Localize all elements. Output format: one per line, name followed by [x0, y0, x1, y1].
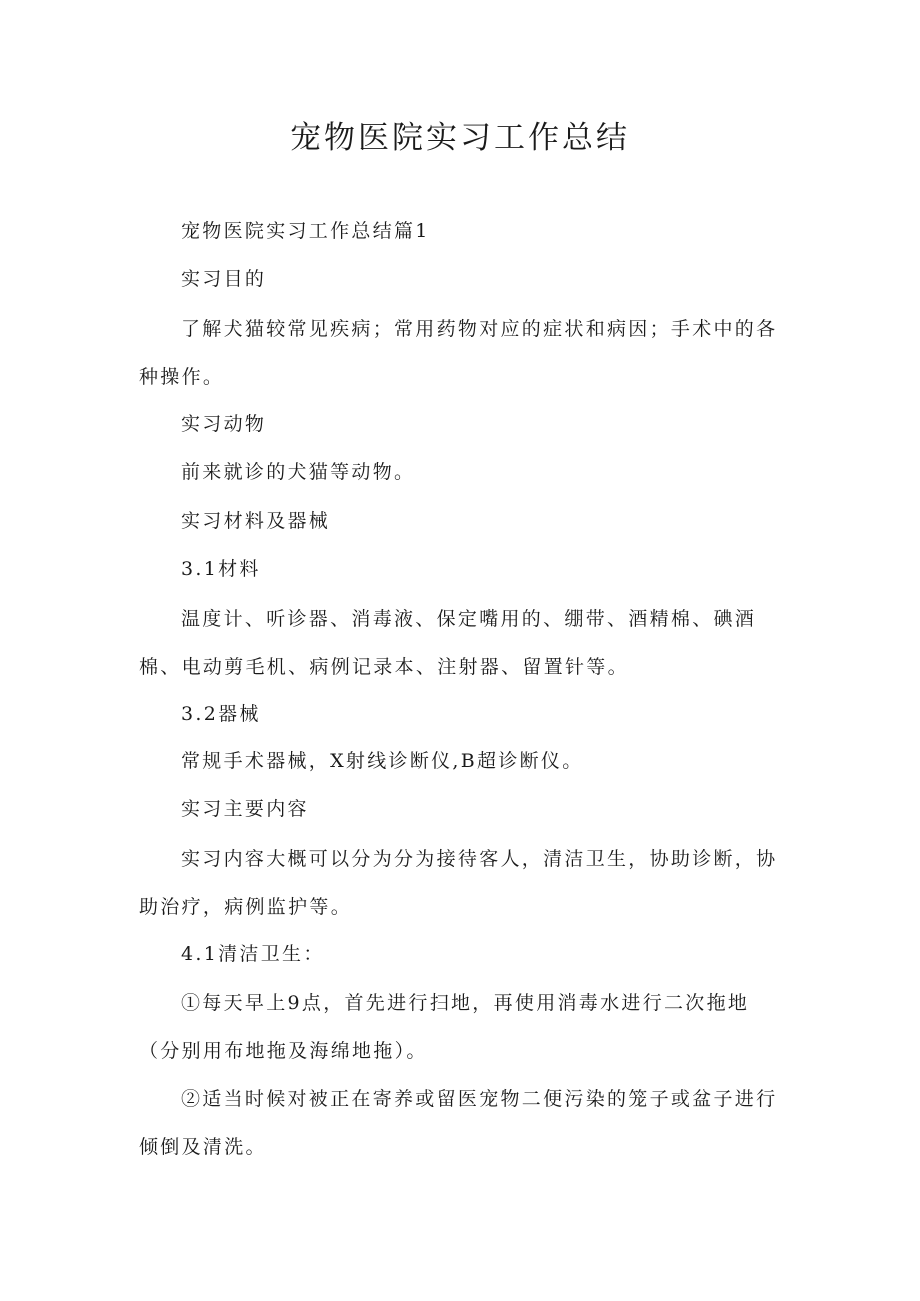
body-paragraph: 温度计、听诊器、消毒液、保定嘴用的、绷带、酒精棉、碘酒棉、电动剪毛机、病例记录本、注射器、留置针等。 — [139, 608, 757, 678]
section-heading: 实习目的 — [181, 268, 267, 290]
body-paragraph: 了解犬猫较常见疾病；常用药物对应的症状和病因；手术中的各种操作。 — [139, 318, 778, 388]
document-title: 宠物医院实习工作总结 — [290, 120, 630, 156]
section-heading: 宠物医院实习工作总结篇1 — [181, 220, 430, 242]
section-heading: 实习动物 — [181, 413, 267, 435]
body-paragraph: 前来就诊的犬猫等动物。 — [181, 461, 416, 483]
section-heading: 实习材料及器械 — [181, 510, 331, 532]
subsection-heading: 3.1材料 — [181, 558, 261, 580]
subsection-heading: 3.2器械 — [181, 703, 261, 725]
body-paragraph: ②适当时候对被正在寄养或留医宠物二便污染的笼子或盆子进行倾倒及清洗。 — [139, 1088, 778, 1158]
section-heading: 实习主要内容 — [181, 798, 309, 820]
body-paragraph: ①每天早上9点，首先进行扫地，再使用消毒水进行二次拖地（分别用布地拖及海绵地拖）。 — [139, 992, 750, 1062]
subsection-heading: 4.1清洁卫生： — [181, 943, 325, 965]
body-paragraph: 实习内容大概可以分为分为接待客人，清洁卫生，协助诊断，协助治疗，病例监护等。 — [139, 848, 778, 918]
body-paragraph: 常规手术器械，X射线诊断仪,B超诊断仪。 — [181, 750, 584, 772]
